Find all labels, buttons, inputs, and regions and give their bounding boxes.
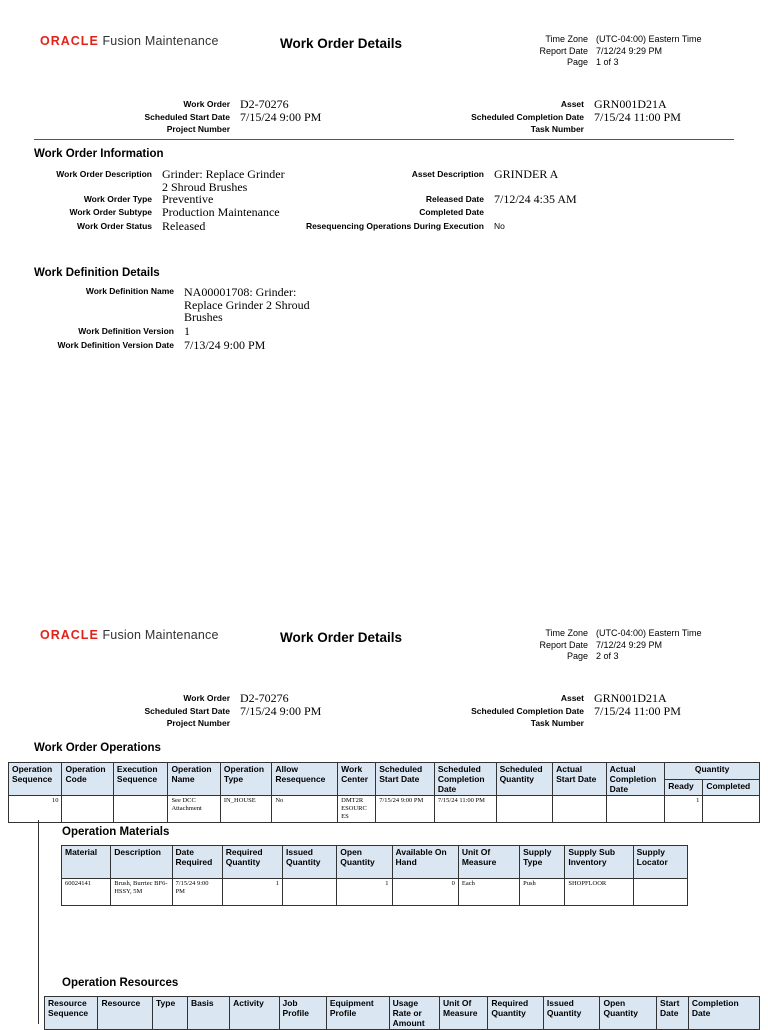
col-op-code: Operation Code: [62, 763, 113, 796]
report-date-value-p2: 7/12/24 9:29 PM: [596, 639, 663, 650]
cell-date-required: 7/15/24 9:00 PM: [172, 879, 222, 906]
cell-op-code: [62, 796, 113, 823]
col-open-qty: Open Quantity: [337, 846, 392, 879]
col-actual-completion: Actual Completion Date: [606, 763, 665, 796]
cell-allow-reseq: No: [272, 796, 338, 823]
cell-sched-start: 7/15/24 9:00 PM: [376, 796, 435, 823]
col-res-required-qty: Required Quantity: [488, 997, 544, 1030]
cell-op-type: IN_HOUSE: [220, 796, 271, 823]
cell-ready: 1: [665, 796, 703, 823]
col-sched-qty: Scheduled Quantity: [496, 763, 553, 796]
col-activity: Activity: [230, 997, 279, 1030]
start-value-p2: 7/15/24 9:00 PM: [240, 703, 322, 718]
cell-description: Brush, Burrtec BF6-HSSY, 5M: [111, 879, 172, 906]
type-value: Preventive: [162, 192, 214, 206]
materials-heading: Operation Materials: [62, 826, 170, 838]
page-number: 1 of 3: [596, 57, 619, 67]
project-label: Project Number: [166, 124, 230, 134]
time-zone-label: Time Zone: [545, 34, 588, 44]
summary-right-p2: [404, 692, 584, 730]
page-title-p2: Work Order Details: [280, 630, 403, 645]
col-type: Type: [153, 997, 188, 1030]
col-op-name: Operation Name: [168, 763, 220, 796]
work-order-label-p2: Work Order: [183, 693, 230, 703]
report-meta-p2: [530, 628, 702, 663]
resources-table: [44, 996, 760, 1030]
col-work-center: Work Center: [338, 763, 376, 796]
cell-work-center: DMT2R ESOURC ES: [338, 796, 376, 823]
desc-line-1: Grinder: Replace Grinder: [162, 167, 285, 181]
def-version-label: Work Definition Version: [78, 326, 174, 336]
col-basis: Basis: [187, 997, 229, 1030]
time-zone-label-p2: Time Zone: [545, 628, 588, 638]
col-res-open-qty: Open Quantity: [600, 997, 657, 1030]
type-label: Work Order Type: [83, 194, 152, 204]
cell-open-qty: 1: [337, 879, 392, 906]
def-name-value: [184, 286, 310, 324]
cell-sched-completion: 7/15/24 11:00 PM: [434, 796, 496, 823]
oracle-logo: [40, 34, 219, 48]
col-op-seq: Operation Sequence: [9, 763, 62, 796]
col-op-type: Operation Type: [220, 763, 271, 796]
cell-exec-seq: [113, 796, 168, 823]
col-res-completion-date: Completion Date: [688, 997, 759, 1030]
materials-header-row: [62, 846, 688, 879]
col-sched-completion: Scheduled Completion Date: [434, 763, 496, 796]
col-required-qty: Required Quantity: [222, 846, 282, 879]
status-value: Released: [162, 219, 206, 233]
info-heading: Work Order Information: [34, 148, 164, 160]
resources-heading: Operation Resources: [62, 977, 179, 989]
divider: [34, 139, 734, 140]
work-order-value-p2: D2-70276: [240, 691, 289, 705]
col-resource: Resource: [98, 997, 153, 1030]
cell-supply-type: Push: [520, 879, 565, 906]
cell-completed: [703, 796, 760, 823]
col-completed: Completed: [703, 779, 760, 796]
summary-left-values: [240, 98, 321, 123]
col-supply-subinventory: Supply Sub Inventory: [565, 846, 633, 879]
summary-right: [404, 98, 584, 136]
col-issued-qty: Issued Quantity: [283, 846, 337, 879]
desc-line-2: 2 Shroud Brushes: [162, 179, 248, 194]
start-label-p2: Scheduled Start Date: [144, 705, 230, 716]
col-equipment-profile: Equipment Profile: [326, 997, 389, 1030]
page-number-p2: 2 of 3: [596, 651, 619, 661]
desc-value: [162, 168, 285, 193]
col-quantity: Quantity: [665, 763, 760, 780]
work-order-value: D2-70276: [240, 97, 289, 111]
col-sched-start: Scheduled Start Date: [376, 763, 435, 796]
col-job-profile: Job Profile: [279, 997, 326, 1030]
operations-heading: Work Order Operations: [34, 742, 161, 754]
def-version-date-label: Work Definition Version Date: [57, 340, 174, 350]
completion-label: Scheduled Completion Date: [471, 111, 584, 122]
status-label: Work Order Status: [77, 221, 152, 231]
section-bracket: [38, 820, 39, 1024]
project-label-p2: Project Number: [166, 718, 230, 728]
cell-required-qty: 1: [222, 879, 282, 906]
asset-value-p2: GRN001D21A: [594, 691, 667, 705]
cell-actual-start: [553, 796, 606, 823]
report-date-label-p2: Report Date: [539, 639, 588, 650]
asset-desc-label: Asset Description: [411, 169, 484, 179]
col-supply-type: Supply Type: [520, 846, 565, 879]
cell-op-name: See DCC Attachment: [168, 796, 220, 823]
logo-brand-p2: ORACLE: [40, 628, 99, 642]
col-usage-rate: Usage Rate or Amount: [389, 997, 439, 1030]
cell-issued-qty: [283, 879, 337, 906]
col-allow-reseq: Allow Resequence: [272, 763, 338, 796]
def-name-label: Work Definition Name: [85, 286, 174, 296]
table-row: [62, 879, 688, 906]
col-resource-seq: Resource Sequence: [45, 997, 98, 1030]
cell-sched-qty: [496, 796, 553, 823]
materials-table: [61, 845, 688, 906]
col-supply-locator: Supply Locator: [633, 846, 687, 879]
cell-supply-subinventory: SHOPFLOOR: [565, 879, 633, 906]
page-label: Page: [566, 57, 588, 67]
page-label-p2: Page: [566, 651, 588, 661]
summary-left-p2: [50, 692, 230, 730]
def-version-value: 1: [184, 324, 190, 338]
table-row: [9, 796, 760, 823]
completion-label-p2: Scheduled Completion Date: [471, 705, 584, 716]
summary-right-values-p2: [594, 692, 681, 717]
col-date-required: Date Required: [172, 846, 222, 879]
time-zone-value: (UTC-04:00) Eastern Time: [596, 34, 702, 44]
definition-heading: Work Definition Details: [34, 267, 160, 279]
start-value: 7/15/24 9:00 PM: [240, 109, 322, 124]
released-value: 7/12/24 4:35 AM: [494, 192, 577, 206]
cell-actual-completion: [606, 796, 665, 823]
logo-product: Fusion Maintenance: [102, 34, 219, 48]
col-uom: Unit Of Measure: [458, 846, 519, 879]
completion-value-p2: 7/15/24 11:00 PM: [594, 703, 681, 718]
start-label: Scheduled Start Date: [144, 111, 230, 122]
cell-op-seq: 10: [9, 796, 62, 823]
operations-header-row: [9, 763, 760, 780]
col-actual-start: Actual Start Date: [553, 763, 606, 796]
cell-supply-locator: [633, 879, 687, 906]
task-label: Task Number: [530, 124, 584, 134]
col-res-start-date: Start Date: [657, 997, 689, 1030]
subtype-value: Production Maintenance: [162, 205, 280, 219]
resources-header-row: [45, 997, 760, 1030]
time-zone-value-p2: (UTC-04:00) Eastern Time: [596, 628, 702, 638]
desc-label: Work Order Description: [56, 169, 152, 179]
completed-label: Completed Date: [419, 207, 484, 217]
asset-label: Asset: [560, 99, 584, 109]
col-description: Description: [111, 846, 172, 879]
reseq-label: Resequencing Operations During Execution: [305, 221, 484, 231]
operations-table: [8, 762, 760, 823]
task-label-p2: Task Number: [530, 718, 584, 728]
def-name-line-3: Brushes: [184, 310, 223, 324]
reseq-value: No: [494, 221, 505, 231]
page-title: Work Order Details: [280, 36, 403, 51]
completion-value: 7/15/24 11:00 PM: [594, 109, 681, 124]
subtype-label: Work Order Subtype: [69, 207, 152, 217]
logo-product-p2: Fusion Maintenance: [102, 628, 219, 642]
asset-desc-value: GRINDER A: [494, 167, 559, 181]
asset-value: GRN001D21A: [594, 97, 667, 111]
def-version-date-value: 7/13/24 9:00 PM: [184, 338, 266, 352]
oracle-logo-p2: [40, 628, 219, 642]
col-res-issued-qty: Issued Quantity: [543, 997, 600, 1030]
col-res-uom: Unit Of Measure: [439, 997, 487, 1030]
cell-uom: Each: [458, 879, 519, 906]
def-name-line-2: Replace Grinder 2 Shroud: [184, 297, 310, 312]
summary-left-values-p2: [240, 692, 321, 717]
summary-right-values: [594, 98, 681, 123]
logo-brand: ORACLE: [40, 34, 99, 48]
cell-available-on-hand: 0: [392, 879, 458, 906]
col-exec-seq: Execution Sequence: [113, 763, 168, 796]
asset-label-p2: Asset: [560, 693, 584, 703]
report-date-label: Report Date: [539, 45, 588, 56]
cell-material: 60024141: [62, 879, 111, 906]
work-order-label: Work Order: [183, 99, 230, 109]
summary-left: [50, 98, 230, 136]
col-ready: Ready: [665, 779, 703, 796]
report-date-value: 7/12/24 9:29 PM: [596, 45, 663, 56]
col-material: Material: [62, 846, 111, 879]
report-meta: [530, 34, 702, 69]
def-name-line-1: NA00001708: Grinder:: [184, 285, 297, 299]
released-label: Released Date: [425, 194, 484, 204]
col-available-on-hand: Available On Hand: [392, 846, 458, 879]
